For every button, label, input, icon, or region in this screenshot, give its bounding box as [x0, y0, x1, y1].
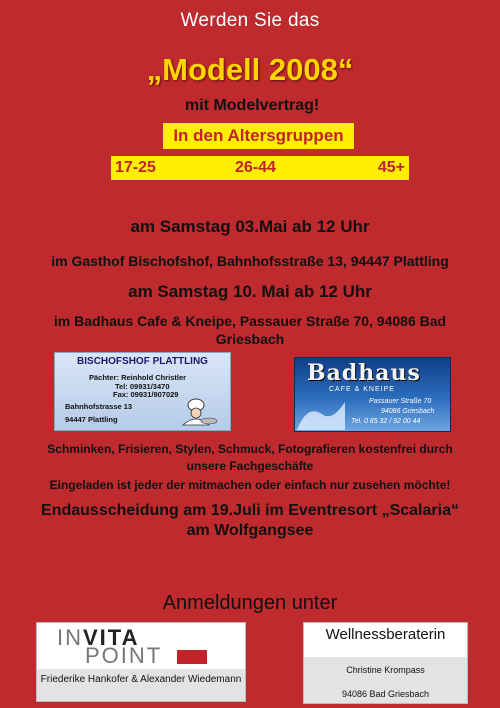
age-groups-banner: [163, 123, 354, 149]
invita-logo-vita: VITA: [83, 625, 140, 650]
age-group-1: 17-25: [115, 159, 156, 176]
invita-logo-point: POINT: [85, 643, 163, 668]
bischofshof-line: Bahnhofstrasse 13: [65, 402, 133, 411]
wellness-card: [303, 622, 468, 704]
badhaus-name: Badhaus: [307, 360, 421, 386]
registration-heading: Anmeldungen unter: [162, 592, 338, 614]
age-group-3: 45+: [377, 159, 405, 176]
wellness-city: 94086 Bad Griesbach: [341, 689, 430, 699]
age-group-2: 26-44: [235, 159, 276, 176]
invita-logo-bar: [177, 650, 207, 664]
badhaus-logo: [294, 357, 451, 432]
event-1-date: am Samstag 03.Mai ab 12 Uhr: [130, 217, 370, 236]
finale-text: Endausscheidung am 19.Juli im Eventresort „Scalaria“ am Wolfgangsee: [41, 502, 459, 539]
event-2-date: am Samstag 10. Mai ab 12 Uhr: [128, 282, 372, 301]
services-text: Schminken, Frisieren, Stylen, Schmuck, Fotografieren kostenfrei durch unsere Fachgeschäfte: [47, 442, 453, 473]
bischofshof-logo: [54, 352, 231, 431]
chef-icon: [173, 397, 219, 427]
bischofshof-title: BISCHOFSHOF PLATTLING: [77, 356, 208, 367]
wellness-title: Wellnessberaterin: [325, 626, 446, 643]
bischofshof-line: Fax: 09931/907029: [113, 390, 179, 399]
wave-icon: [297, 394, 347, 430]
heading-line-1: Werden Sie das: [180, 10, 320, 31]
invita-names: Friederike Hankofer & Alexander Wiedemann: [37, 669, 245, 701]
badhaus-line: 94086 Griesbach: [381, 408, 435, 415]
wellness-lower: [304, 657, 467, 703]
badhaus-line: Tel. 0 85 32 / 92 00 44: [351, 418, 421, 425]
badhaus-line: Passauer Straße 70: [369, 398, 432, 405]
invitation-text: Eingeladen ist jeder der mitmachen oder einfach nur zusehen möchte!: [49, 478, 451, 492]
bischofshof-line: Pächter: Reinhold Christler: [89, 373, 187, 382]
event-1-location: im Gasthof Bischofshof, Bahnhofsstraße 13, 94447 Plattling: [51, 253, 449, 269]
bischofshof-line: Tel: 09931/3470: [115, 382, 170, 391]
badhaus-subtitle: CAFE & KNEIPE: [329, 386, 395, 393]
bischofshof-line: 94447 Plattling: [65, 415, 118, 424]
invita-logo-in: IN: [57, 625, 83, 650]
heading-line-3: mit Modelvertrag!: [185, 97, 320, 114]
invita-point-card: [36, 622, 246, 702]
wellness-name: Christine Krompass: [346, 665, 425, 675]
age-groups-label: In den Altersgruppen: [173, 126, 344, 145]
heading-title: „Modell 2008“: [146, 52, 354, 87]
age-groups-band: [111, 156, 409, 180]
event-2-location: im Badhaus Cafe & Kneipe, Passauer Straße 70, 94086 Bad Griesbach: [53, 313, 447, 347]
